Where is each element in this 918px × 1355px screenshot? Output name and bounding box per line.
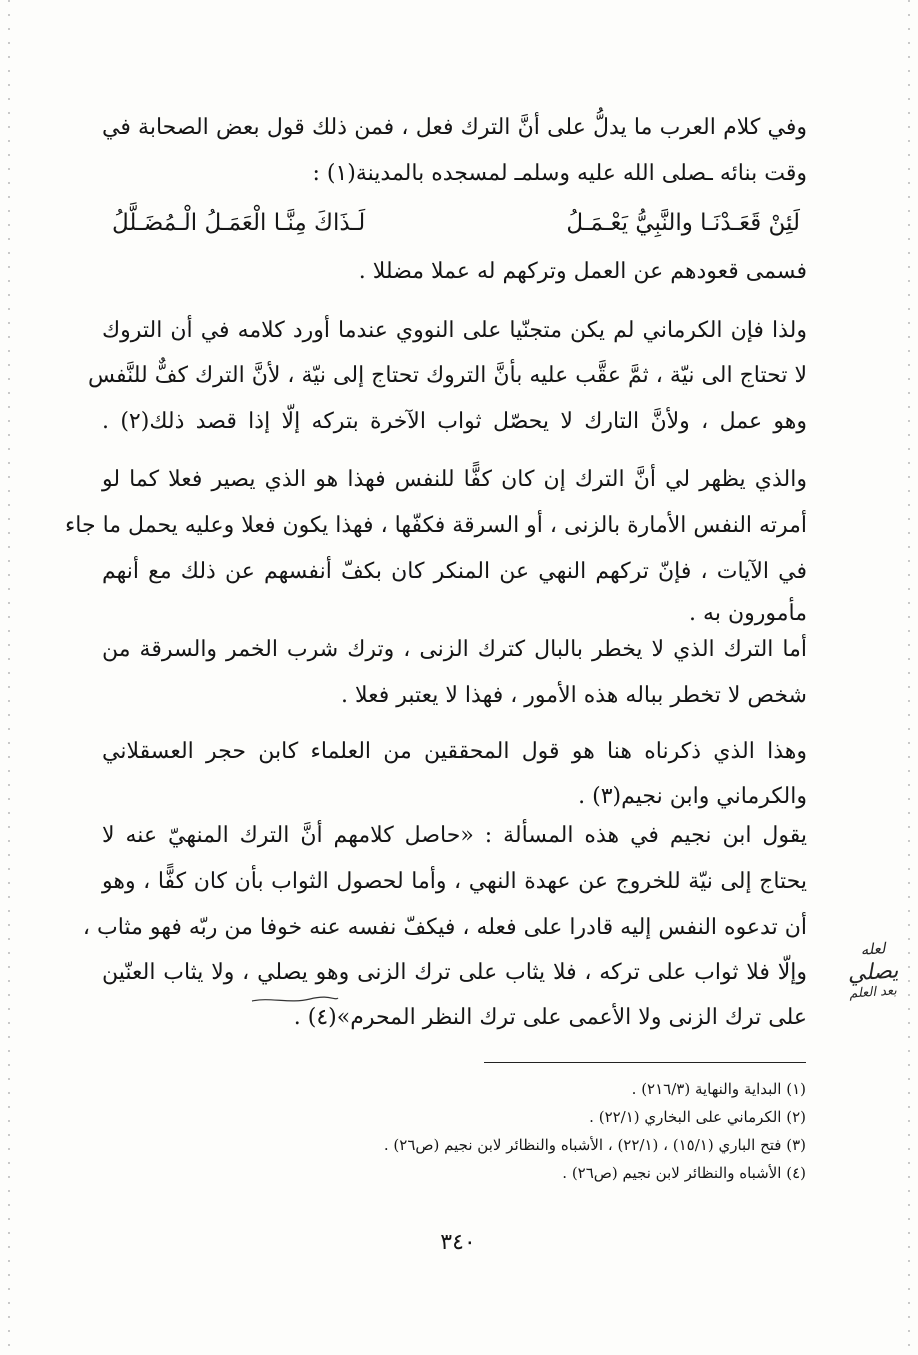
footnote: (٣) فتح الباري (١٥/١) ، (٢٢/١) ، الأشباه والنظائر لابن نجيم (ص٢٦) . — [383, 1136, 806, 1154]
text-line: أن تدعوه النفس إليه قادرا على فعله ، فيكفّ نفسه عنه خوفا من ربّه فهو مثاب ، — [82, 915, 807, 940]
text-line: فسمى قعودهم عن العمل وتركهم له عملا مضللا . — [358, 259, 807, 284]
footnote-separator — [484, 1062, 806, 1063]
text-line: يحتاج إلى نيّة للخروج عن عهدة النهي ، وأما لحصول الثواب بأن كان كفًّا ، وهو — [102, 869, 807, 894]
handwritten-underline — [250, 995, 340, 1005]
footnote: (١) البداية والنهاية (٢١٦/٣) . — [631, 1080, 806, 1098]
footnote: (٤) الأشباه والنظائر لابن نجيم (ص٢٦) . — [562, 1164, 806, 1182]
text-line: والكرماني وابن نجيم(٣) . — [578, 784, 807, 809]
left-dotted-margin — [8, 0, 10, 1355]
footnote: (٢) الكرماني على البخاري (٢٢/١) . — [589, 1108, 806, 1126]
text-line: على ترك الزنى ولا الأعمى على ترك النظر المحرم»(٤) . — [293, 1005, 807, 1030]
text-line: وإلّا فلا ثواب على تركه ، فلا يثاب على ترك الزنى وهو يصلي ، ولا يثاب العنّين — [102, 960, 807, 985]
text-line: وقت بنائه ـصلى الله عليه وسلمـ لمسجده بالمدينة(١) : — [312, 161, 807, 186]
margin-note-line: لعله — [859, 939, 887, 959]
poetry-verse — [112, 210, 800, 250]
text-line: أما الترك الذي لا يخطر بالبال كترك الزنى ، وترك شرب الخمر والسرقة من — [102, 637, 807, 662]
text-line: مأمورون به . — [689, 601, 807, 626]
page-number: ٣٤٠ — [440, 1230, 476, 1255]
text-line: وهذا الذي ذكرناه هنا هو قول المحققين من العلماء كابن حجر العسقلاني — [102, 739, 807, 764]
verse-first-hemistich: لَئِنْ قَعَـدْنَـا والنَّبِيُّ يَعْـمَـلُ — [566, 210, 800, 236]
text-line: في الآيات ، فإنّ تركهم النهي عن المنكر كان بكفّ أنفسهم عن ذلك مع أنهم — [102, 559, 807, 584]
text-line: وفي كلام العرب ما يدلُّ على أنَّ الترك فعل ، فمن ذلك قول بعض الصحابة في — [102, 115, 807, 140]
verse-second-hemistich: لَـذَاكَ مِنَّـا الْعَمَـلُ الْـمُضَـلَّلُ — [112, 210, 366, 236]
text-line: لا تحتاج الى نيّة ، ثمَّ عقَّب عليه بأنَّ التروك تحتاج إلى نيّة ، لأنَّ الترك كفٌّ للنَّفس — [87, 363, 807, 388]
text-line: ولذا فإن الكرماني لم يكن متجنّيا على النووي عندما أورد كلامه في أن التروك — [102, 318, 807, 343]
right-dotted-margin — [908, 0, 910, 1355]
text-line: وهو عمل ، ولأنَّ التارك لا يحصّل ثواب الآخرة بتركه إلّا إذا قصد ذلك(٢) . — [102, 409, 808, 434]
text-line: أمرته النفس الأمارة بالزنى ، أو السرقة فكفّها ، فهذا يكون فعلا وعليه يحمل ما جاء — [64, 513, 807, 538]
text-line: يقول ابن نجيم في هذه المسألة : «حاصل كلامهم أنَّ الترك المنهيّ عنه لا — [102, 823, 807, 848]
margin-note-line: يصلي — [846, 958, 900, 987]
handwritten-margin-note — [838, 940, 908, 1040]
margin-note-line: بعد العلم — [848, 983, 898, 1002]
text-line: شخص لا تخطر بباله هذه الأمور ، فهذا لا يعتبر فعلا . — [340, 683, 807, 708]
text-line: والذي يظهر لي أنَّ الترك إن كان كفًّا للنفس فهذا هو الذي يصير فعلا كما لو — [102, 467, 807, 492]
main-text — [64, 0, 808, 1030]
